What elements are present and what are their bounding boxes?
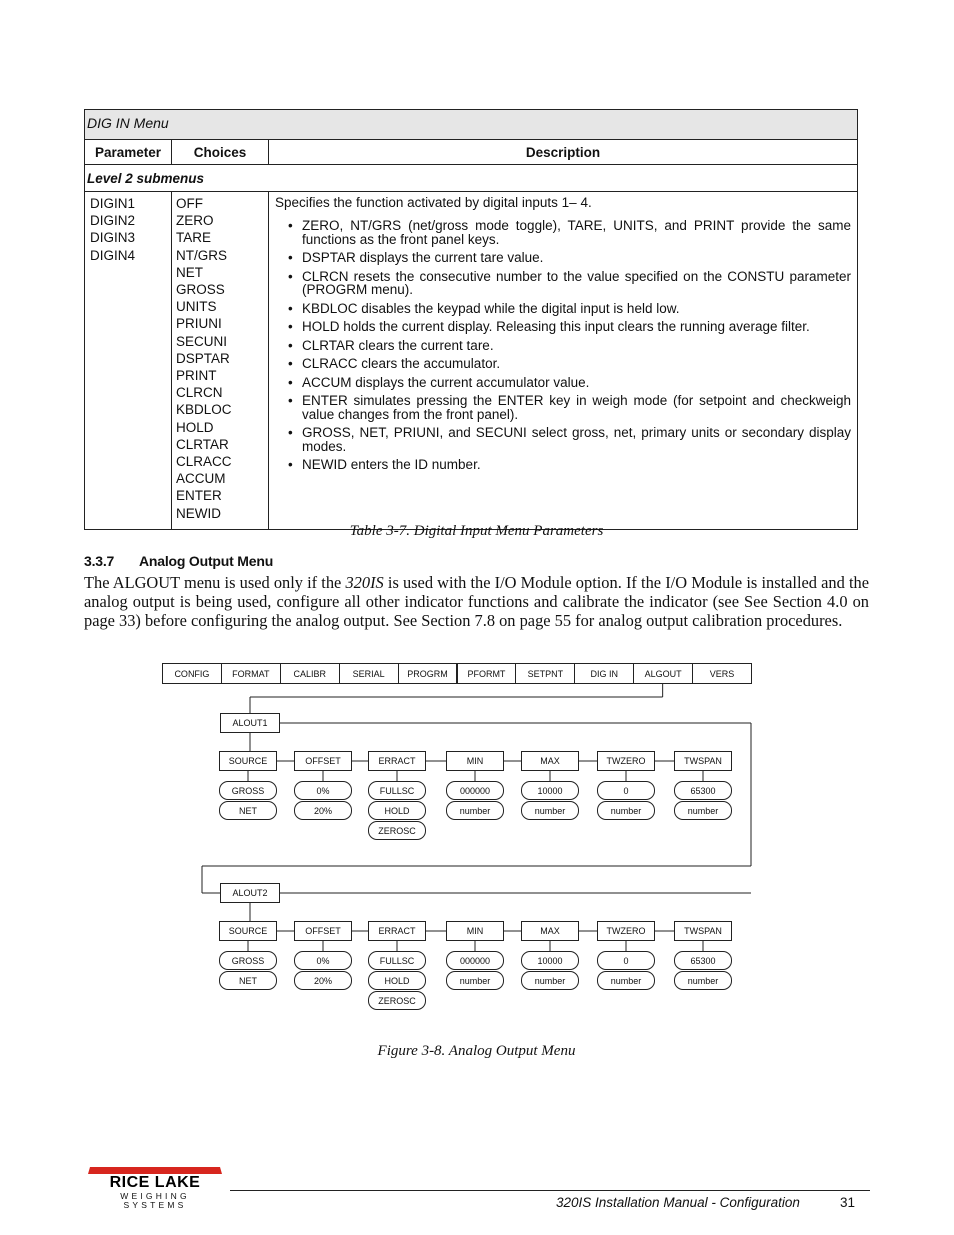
option-value: number [674, 801, 732, 820]
choice-item: KBDLOC [176, 402, 232, 418]
option-value: ZEROSC [368, 821, 426, 840]
option-value: ZEROSC [368, 991, 426, 1010]
parameter-item: DIGIN2 [90, 213, 136, 229]
choice-item: PRINT [176, 368, 217, 384]
param-twspan: TWSPAN [674, 921, 732, 941]
figure-caption: Figure 3-8. Analog Output Menu [377, 1043, 576, 1059]
option-value: HOLD [368, 971, 426, 990]
group-alout2: ALOUT2 [220, 883, 280, 903]
menu-tab-serial: SERIAL [339, 663, 399, 684]
section-title: Analog Output Menu [139, 553, 274, 569]
param-offset: OFFSET [294, 751, 352, 771]
option-value: 000000 [446, 951, 504, 970]
logo-subtitle: WEIGHING SYSTEMS [120, 1191, 190, 1210]
choice-item: NT/GRS [176, 247, 228, 263]
header-description: Description [269, 140, 858, 165]
choice-item: ZERO [176, 213, 214, 229]
option-value: FULLSC [368, 781, 426, 800]
choice-item: NEWID [176, 505, 221, 521]
table-title: DIG IN Menu [85, 110, 858, 140]
param-source: SOURCE [219, 921, 277, 941]
param-twzero: TWZERO [597, 921, 655, 941]
choice-item: PRIUNI [176, 316, 222, 332]
header-choices: Choices [172, 140, 269, 165]
description-bullet: • ENTER simulates pressing the ENTER key in weigh mode (for setpoint and checkweigh value changes from the front panel). [302, 394, 851, 421]
option-value: 20% [294, 801, 352, 820]
table-caption: Table 3-7. Digital Input Menu Parameters [349, 523, 604, 539]
description-bullet: • CLRTAR clears the current tare. [302, 339, 851, 353]
choice-item: CLRTAR [176, 436, 229, 452]
choice-item: NET [176, 264, 203, 280]
choice-item: UNITS [176, 299, 217, 315]
parameter-item: DIGIN3 [90, 230, 136, 246]
menu-tab-config: CONFIG [162, 663, 222, 684]
option-value: NET [219, 801, 277, 820]
option-value: NET [219, 971, 277, 990]
option-value: 20% [294, 971, 352, 990]
param-source: SOURCE [219, 751, 277, 771]
parameter-item: DIGIN4 [90, 247, 136, 263]
option-value: HOLD [368, 801, 426, 820]
option-value: 0 [597, 781, 655, 800]
description-bullet: • ZERO, NT/GRS (net/gross mode toggle), TARE, UNITS, and PRINT provide the same functions as the front panel keys. [302, 219, 851, 246]
description-bullet: • HOLD holds the current display. Releasing this input clears the running average filter. [302, 320, 851, 334]
paragraph-text: The ALGOUT menu is used only if the [84, 573, 346, 592]
paragraph-text: is used with the I/O Module option. If the I/O Module is installed and the analog output is being used, configure all other indicator functions and calibrate the indicator (see See Section 4.0 on page 33) before configuring the analog output. See Section 7.8 on page 55 for analog output calibration procedures. [84, 573, 869, 630]
description-bullet: • NEWID enters the ID number. [302, 458, 851, 472]
param-twzero: TWZERO [597, 751, 655, 771]
choices-cell [172, 192, 269, 530]
param-erract: ERRACT [368, 921, 426, 941]
choice-item: HOLD [176, 419, 214, 435]
group-alout1: ALOUT1 [220, 713, 280, 733]
option-value: 0% [294, 781, 352, 800]
dig-in-menu-table [84, 109, 858, 530]
footer-rule [230, 1190, 870, 1191]
page-number: 31 [840, 1195, 856, 1210]
option-value: number [597, 801, 655, 820]
choice-item: ENTER [176, 488, 222, 504]
param-min: MIN [446, 751, 504, 771]
menu-tab-calibr: CALIBR [280, 663, 340, 684]
model-name: 320IS [345, 573, 384, 592]
param-max: MAX [521, 921, 579, 941]
choice-item: OFF [176, 196, 203, 211]
choice-item: CLRACC [176, 454, 232, 470]
choice-item: DSPTAR [176, 350, 230, 366]
option-value: 000000 [446, 781, 504, 800]
option-value: number [446, 801, 504, 820]
section-paragraph [84, 573, 869, 630]
parameter-item: DIGIN1 [90, 196, 136, 211]
menu-tab-format: FORMAT [221, 663, 281, 684]
choice-item: GROSS [176, 282, 225, 298]
choice-item: ACCUM [176, 471, 226, 487]
description-bullet: • CLRACC clears the accumulator. [302, 357, 851, 371]
option-value: 65300 [674, 781, 732, 800]
option-value: number [446, 971, 504, 990]
menu-tab-setpnt: SETPNT [515, 663, 575, 684]
choice-item: SECUNI [176, 333, 228, 349]
option-value: 10000 [521, 951, 579, 970]
section-heading [84, 553, 273, 569]
menu-tab-pformt: PFORMT [457, 663, 517, 684]
option-value: number [521, 801, 579, 820]
option-value: number [521, 971, 579, 990]
description-bullet: • GROSS, NET, PRIUNI, and SECUNI select gross, net, primary units or secondary display modes. [302, 426, 851, 453]
option-value: GROSS [219, 781, 277, 800]
description-bullet: • CLRCN resets the consecutive number to the value specified on the CONSTU parameter (PROGRM menu). [302, 270, 851, 297]
option-value: 0 [597, 951, 655, 970]
option-value: GROSS [219, 951, 277, 970]
option-value: number [674, 971, 732, 990]
description-intro: Specifies the function activated by digital inputs 1– 4. [275, 195, 592, 210]
footer-manual-title: 320IS Installation Manual - Configuration [556, 1195, 800, 1210]
submenu-label: Level 2 submenus [85, 165, 858, 192]
param-offset: OFFSET [294, 921, 352, 941]
menu-tab-vers: VERS [692, 663, 752, 684]
description-bullets [275, 219, 851, 472]
logo-name: RICE LAKE [109, 1174, 201, 1191]
menu-tab-algout: ALGOUT [633, 663, 693, 684]
description-cell [269, 192, 858, 530]
description-bullet: • ACCUM displays the current accumulator value. [302, 376, 851, 390]
param-twspan: TWSPAN [674, 751, 732, 771]
param-max: MAX [521, 751, 579, 771]
option-value: 65300 [674, 951, 732, 970]
section-number: 3.3.7 [84, 553, 115, 569]
parameter-cell [85, 192, 172, 530]
option-value: number [597, 971, 655, 990]
option-value: 0% [294, 951, 352, 970]
header-parameter: Parameter [85, 140, 172, 165]
menu-tab-progrm: PROGRM [398, 663, 458, 684]
option-value: FULLSC [368, 951, 426, 970]
description-bullet: • KBDLOC disables the keypad while the digital input is held low. [302, 302, 851, 316]
param-min: MIN [446, 921, 504, 941]
option-value: 10000 [521, 781, 579, 800]
description-bullet: • DSPTAR displays the current tare value. [302, 251, 851, 265]
choice-item: CLRCN [176, 385, 223, 401]
param-erract: ERRACT [368, 751, 426, 771]
menu-tab-dig-in: DIG IN [574, 663, 634, 684]
choice-item: TARE [176, 230, 212, 246]
